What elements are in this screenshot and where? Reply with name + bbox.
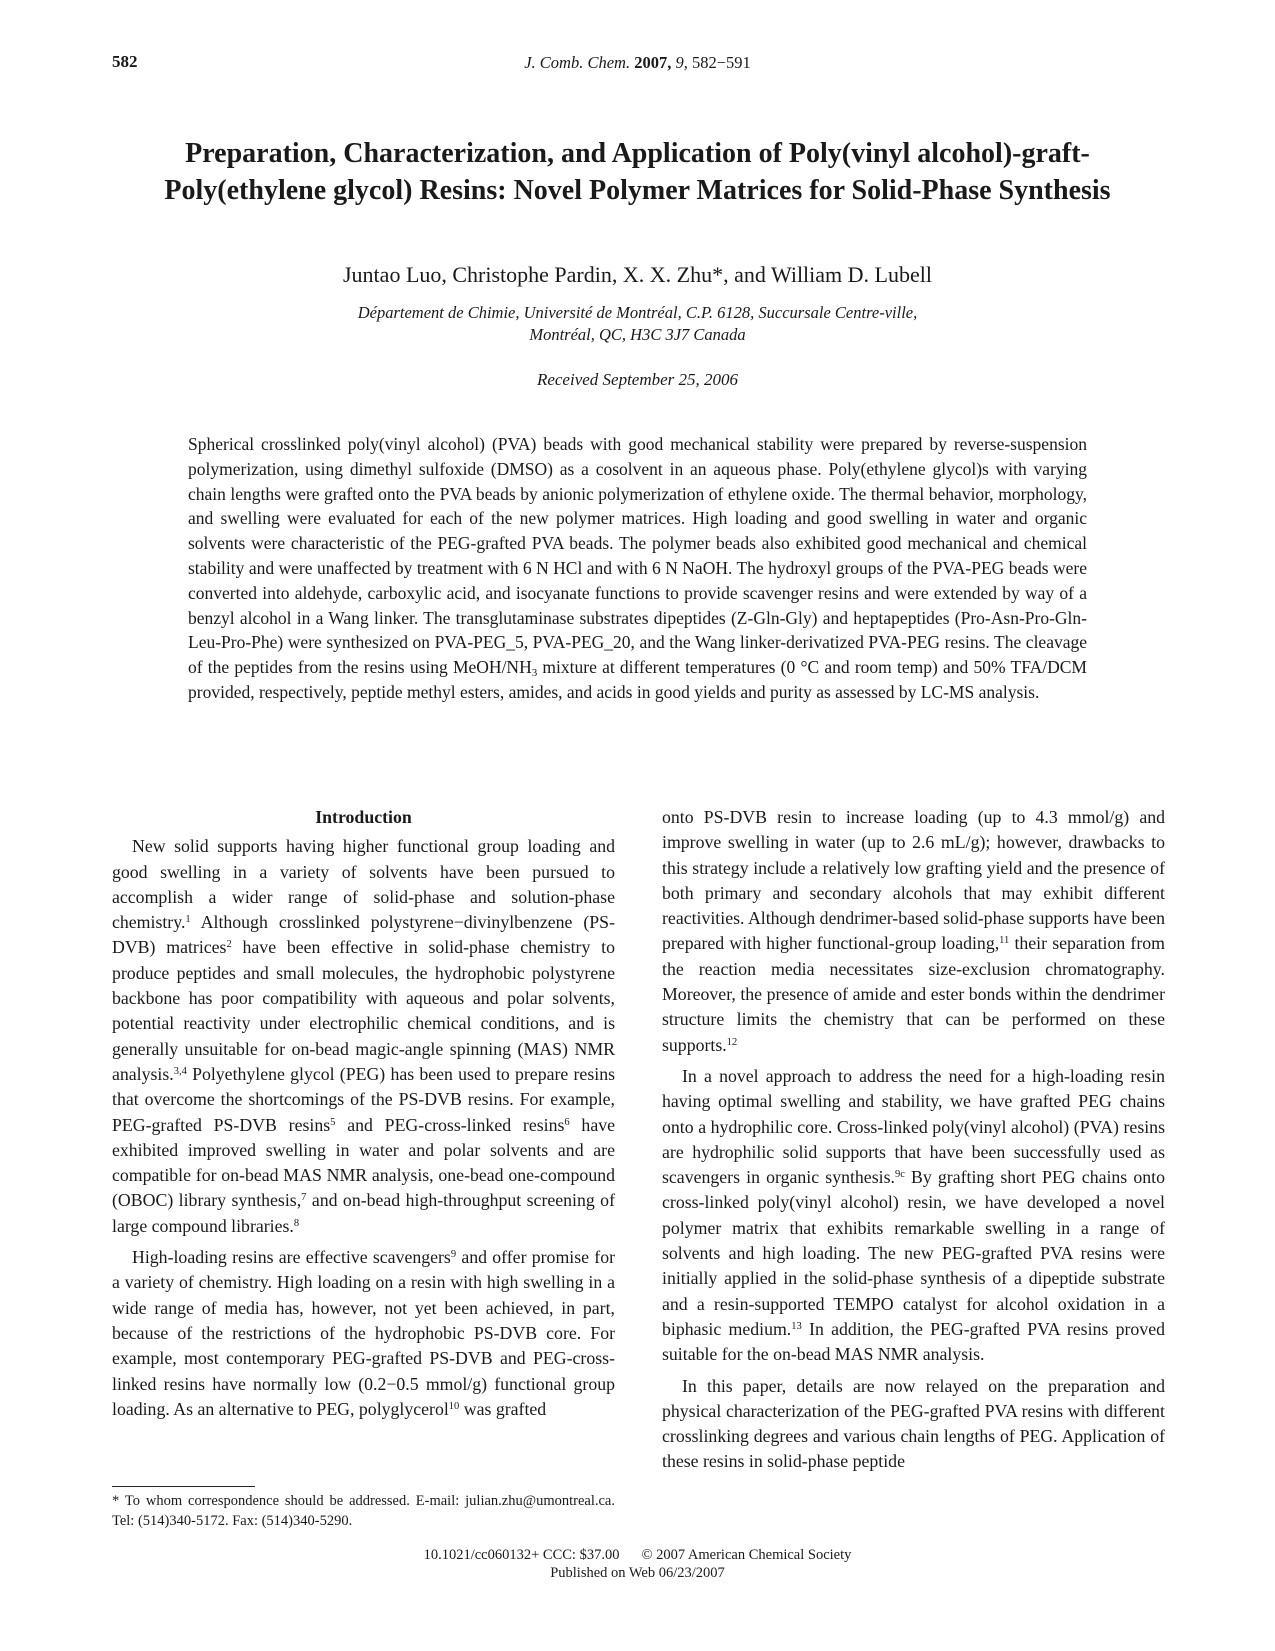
reference-citation: 9 <box>450 1249 457 1261</box>
publication-date: Published on Web 06/23/2007 <box>550 1565 725 1581</box>
journal-year: 2007, <box>634 53 672 72</box>
journal-volume: 9, <box>675 53 688 72</box>
footnote-divider <box>112 1486 255 1487</box>
author-list: Juntao Luo, Christophe Pardin, X. X. Zhu*, and William D. Lubell <box>343 262 932 287</box>
reference-citation: 10 <box>448 1400 460 1412</box>
affiliation-line-2: Montréal, QC, H3C 3J7 Canada <box>529 325 746 344</box>
reference-citation: 11 <box>999 935 1010 947</box>
article-title: Preparation, Characterization, and Application of Poly(vinyl alcohol)-graft-Poly(ethylene glycol) Resins: Novel Polymer Matrices for Solid-Phase Synthesis <box>164 138 1111 206</box>
intro-paragraph-2: High-loading resins are effective scavengers$^9$ and offer promise for a variety of chemistry. High loading on a resin with high swelling in a wide range of media has, however, not yet been achieved, in part, because of the restrictions of the hydrophobic PS-DVB core. For example, most contemporary PEG-grafted PS-DVB and PEG-cross-linked resins have normally low (0.2−0.5 mmol/g) functional group loading. As an alternative to PEG, polyglycerol$^{10}$ was grafted <box>112 1247 616 1419</box>
received-date: Received September 25, 2006 <box>536 370 739 389</box>
page-number: 582 <box>112 52 138 71</box>
affiliation-line-1: Département de Chimie, Université de Montréal, C.P. 6128, Succursale Centre-ville, <box>357 303 918 322</box>
correspondence-footnote: * To whom correspondence should be addressed. E-mail: julian.zhu@umontreal.ca. Tel: (514)340-5172. Fax: (514)340-5290. <box>112 1493 615 1529</box>
section-heading-introduction: Introduction <box>315 807 412 827</box>
right-column <box>662 805 1165 1481</box>
intro-paragraph-1: New solid supports having higher functional group loading and good swelling in a variety of solvents have been pursued to accomplish a wider range of solid-phase and solution-phase chemistry.$^1$ Although crosslinked polystyrene−divinylbenzene (PS-DVB) matrices$^2$ have been effective in solid-phase chemistry to produce peptides and small molecules, the hydrophobic polystyrene backbone has poor compatibility with aqueous and polar solvents, potential reactivity under electrophilic chemical conditions, and is generally unsuitable for on-bead magic-angle spinning (MAS) NMR analysis.$^{3,4}$ Polyethylene glycol (PEG) has been used to prepare resins that overcome the shortcomings of the PS-DVB resins. For example, PEG-grafted PS-DVB resins$^5$ and PEG-cross-linked resins$^6$ have exhibited improved swelling in water and polar solvents and are compatible for on-bead MAS NMR analysis, one-bead one-compound (OBOC) library synthesis,$^7$ and on-bead high-throughput screening of large compound libraries.$^8$ <box>112 836 615 1236</box>
page-footer <box>0 1546 1275 1582</box>
right-paragraph-1: onto PS-DVB resin to increase loading (up to 4.3 mmol/g) and improve swelling in water (up to 2.6 mL/g); however, drawbacks to this strategy include a relatively low grafting yield and the presence of both primary and secondary alcohols that may exhibit different reactivities. Although dendrimer-based solid-phase supports have been prepared with higher functional-group loading,$^{11}$ their separation from the reaction media necessitates size-exclusion chromatography. Moreover, the presence of amide and ester bonds within the dendrimer structure limits the chemistry that can be performed on these supports.$^{12}$ <box>662 807 1165 1055</box>
doi-ccc: 10.1021/cc060132+ CCC: $37.00 <box>423 1547 620 1563</box>
reference-citation: 9c <box>894 1169 905 1181</box>
abstract-subscript: 3 <box>531 667 538 680</box>
abstract-text-2: mixture at different temperatures (0 °C and room temp) and 50% TFA/DCM provided, respectively, peptide methyl esters, amides, and acids in good yields and purity as assessed by LC-MS analysis. <box>188 657 1087 702</box>
reference-citation: 3,4 <box>173 1065 187 1077</box>
reference-citation: 5 <box>330 1116 336 1128</box>
journal-pages: 582−591 <box>691 53 751 72</box>
reference-citation: 8 <box>293 1217 300 1229</box>
running-header <box>0 53 1275 73</box>
reference-citation: 2 <box>226 939 232 951</box>
affiliation <box>0 302 1275 346</box>
journal-name: J. Comb. Chem. <box>524 53 631 72</box>
reference-citation: 6 <box>564 1116 570 1128</box>
reference-citation: 1 <box>185 914 191 926</box>
abstract <box>188 432 1087 705</box>
right-paragraph-3: In this paper, details are now relayed on the preparation and physical characterization of the PEG-grafted PVA resins with different crosslinking degrees and various chain lengths of PEG. Application of these resins in solid-phase peptide <box>662 1375 1165 1472</box>
right-paragraph-2: In a novel approach to address the need for a high-loading resin having optimal swelling and stability, we have grafted PEG chains onto a hydrophilic core. Cross-linked poly(vinyl alcohol) (PVA) resins are hydrophilic solid supports that have been successfully used as scavengers in organic synthesis.$^{9c}$ By grafting short PEG chains onto cross-linked poly(vinyl alcohol) resin, we have developed a novel polymer matrix that exhibits remarkable swelling in a range of solvents and high loading. The new PEG-grafted PVA resins were initially applied in the solid-phase synthesis of a dipeptide substrate and a resin-supported TEMPO catalyst for alcohol oxidation in a biphasic medium.$^{13}$ In addition, the PEG-grafted PVA resins proved suitable for the on-bead MAS NMR analysis. <box>662 1065 1165 1365</box>
reference-citation: 13 <box>791 1320 802 1332</box>
copyright: © 2007 American Chemical Society <box>641 1547 852 1563</box>
reference-citation: 7 <box>301 1192 307 1204</box>
left-column <box>112 805 615 1428</box>
reference-citation: 12 <box>726 1036 738 1048</box>
abstract-text-1: Spherical crosslinked poly(vinyl alcohol) (PVA) beads with good mechanical stability were prepared by reverse-suspension polymerization, using dimethyl sulfoxide (DMSO) as a cosolvent in an aqueous phase. Poly(ethylene glycol)s with varying chain lengths were grafted onto the PVA beads by anionic polymerization of ethylene oxide. The thermal behavior, morphology, and swelling were evaluated for each of the new polymer matrices. High loading and good swelling in water and organic solvents were characteristic of the PEG-grafted PVA beads. The polymer beads also exhibited good mechanical and chemical stability and were unaffected by treatment with 6 N HCl and with 6 N NaOH. The hydroxyl groups of the PVA-PEG beads were converted into aldehyde, carboxylic acid, and isocyanate functions to provide scavenger resins and were extended by way of a benzyl alcohol in a Wang linker. The transglutaminase substrates dipeptides (Z-Gln-Gly) and heptapeptides (Pro-Asn-Pro-Gln-Leu-Pro-Phe) were synthesized on PVA-PEG_5, PVA-PEG_20, and the Wang linker-derivatized PVA-PEG resins. The cleavage of the peptides from the resins using MeOH/NH <box>188 434 1087 678</box>
